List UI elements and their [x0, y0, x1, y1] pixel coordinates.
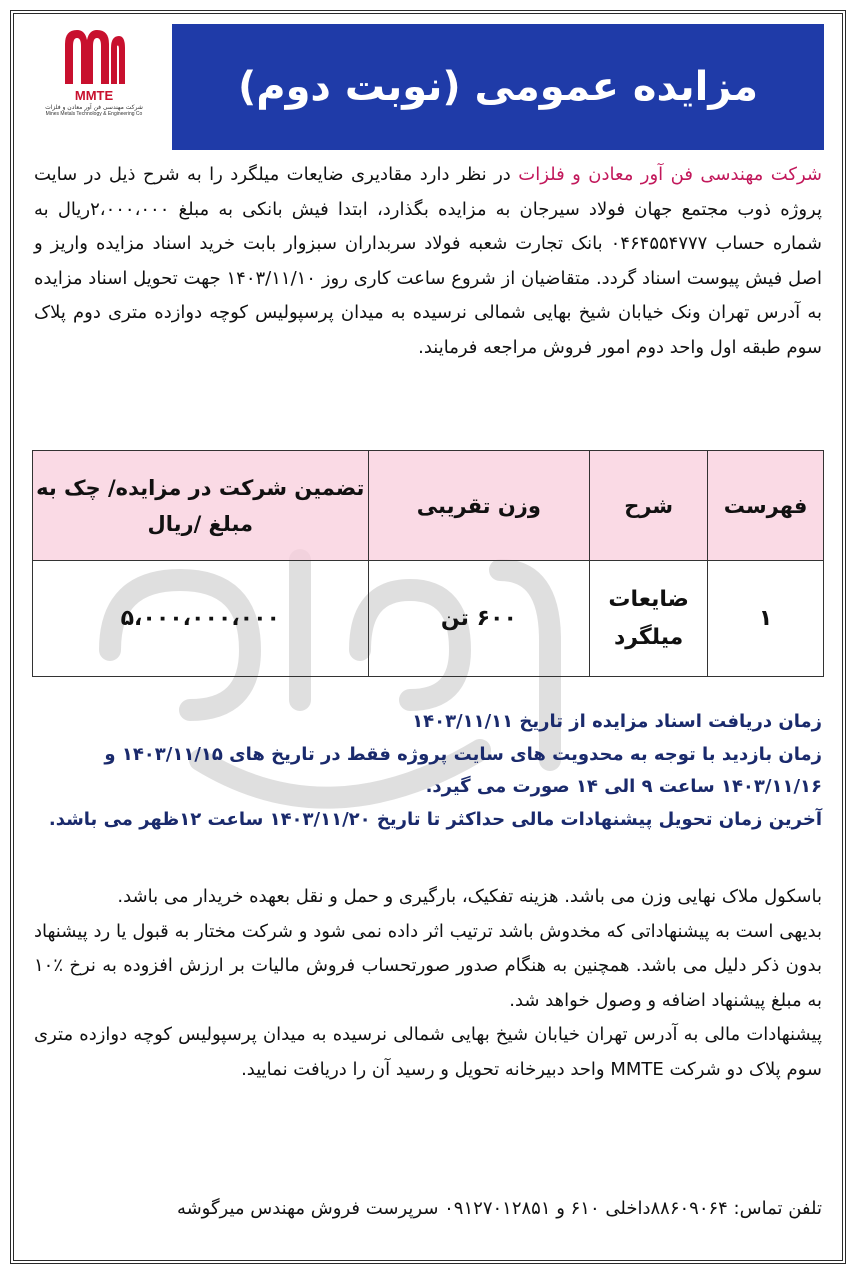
column-header-weight: وزن تقریبی — [368, 451, 590, 561]
company-logo — [30, 26, 158, 126]
column-header-description: شرح — [590, 451, 708, 561]
notice-site-visit: زمان بازدید با توجه به محدویت های سایت پروژه فقط در تاریخ های ۱۴۰۳/۱۱/۱۵ و ۱۴۰۳/۱۱/۱۶ ساعت ۹ الی ۱۴ صورت می گیرد. — [104, 743, 822, 797]
notice-document-receipt: زمان دریافت اسناد مزایده از تاریخ ۱۴۰۳/۱۱/۱۱ — [412, 711, 822, 732]
schedule-notices — [10, 706, 822, 836]
logo-subtitle-en: Mines Metals Technology & Engineering Co — [45, 111, 143, 117]
logo-brand-text: MMTE — [74, 88, 114, 103]
table-row — [33, 561, 824, 677]
cell-index: ۱ — [708, 561, 824, 677]
terms-paragraph-conditions: بدیهی است به پیشنهاداتی که مخدوش باشد ترتیب اثر داده نمی شود و شرکت مختار به قبول یا رد پیشنهاد بدون ذکر دلیل می باشد. همچنین به هنگام صدور صورتحساب فروش مالیات بر ارزش افزوده به نرخ ٪۱۰ به مبلغ پیشنهاد اضافه و وصول خواهد شد. — [34, 920, 822, 1011]
notice-submission-deadline: آخرین زمان تحویل پیشنهادات مالی حداکثر تا تاریخ ۱۴۰۳/۱۱/۲۰ ساعت ۱۲ظهر می باشد. — [48, 808, 822, 830]
intro-paragraph — [34, 158, 822, 365]
items-table — [32, 450, 824, 677]
intro-company-name: شرکت مهندسی فن آور معادن و فلزات — [518, 164, 822, 185]
intro-text: در نظر دارد مقادیری ضایعات میلگرد را به شرح ذیل در سایت پروژه ذوب مجتمع جهان فولاد سیرجان به مزایده بگذارد، ابتدا فیش بانکی به مبلغ ۲،۰۰۰،۰۰۰ریال به شماره حساب ۰۴۶۴۵۵۴۷۷۷ بانک تجارت شعبه فولاد سربداران سبزوار بابت خرید اسناد مزایده واریز و اصل فیش پیوست اسناد گردد. متقاضیان از شروع ساعت کاری روز ۱۴۰۳/۱۱/۱۰ جهت تحویل اسناد مزایده به آدرس تهران ونک خیابان شیخ بهایی شمالی نرسیده به میدان پرسپولیس کوچه دوازده متری دوم پلاک سوم طبقه اول واحد دوم امور فروش مراجعه فرمایند. — [34, 164, 823, 358]
cell-guarantee: ۵،۰۰۰،۰۰۰،۰۰۰ — [33, 561, 369, 677]
terms-paragraph-weighing: باسکول ملاک نهایی وزن می باشد. هزینه تفکیک، بارگیری و حمل و نقل بعهده خریدار می باشد. — [117, 886, 822, 907]
header — [0, 0, 856, 152]
title-banner — [172, 24, 824, 150]
terms-paragraph-submission: پیشنهادات مالی به آدرس تهران خیابان شیخ بهایی شمالی نرسیده به میدان پرسپولیس کوچه دوازده متری سوم پلاک دو شرکت MMTE واحد دبیرخانه تحویل و رسید آن را دریافت نمایید. — [34, 1024, 822, 1080]
table-header-row — [33, 451, 824, 561]
cell-description: ضایعات میلگرد — [590, 561, 708, 677]
page-title: مزایده عمومی (نوبت دوم) — [237, 64, 759, 110]
column-header-index: فهرست — [708, 451, 824, 561]
column-header-guarantee: تضمین شرکت در مزایده/ چک به مبلغ /ریال — [33, 451, 369, 561]
terms-section — [34, 880, 822, 1087]
cell-weight: ۶۰۰ تن — [368, 561, 590, 677]
logo-subtitle-fa: شرکت مهندسی فن آور معادن و فلزات — [45, 104, 143, 111]
mmte-logo-icon — [59, 26, 129, 86]
contact-line: تلفن تماس: ۸۸۶۰۹۰۶۴داخلی ۶۱۰ و ۰۹۱۲۷۰۱۲۸۵۱ سرپرست فروش مهندس میرگوشه — [176, 1198, 822, 1219]
